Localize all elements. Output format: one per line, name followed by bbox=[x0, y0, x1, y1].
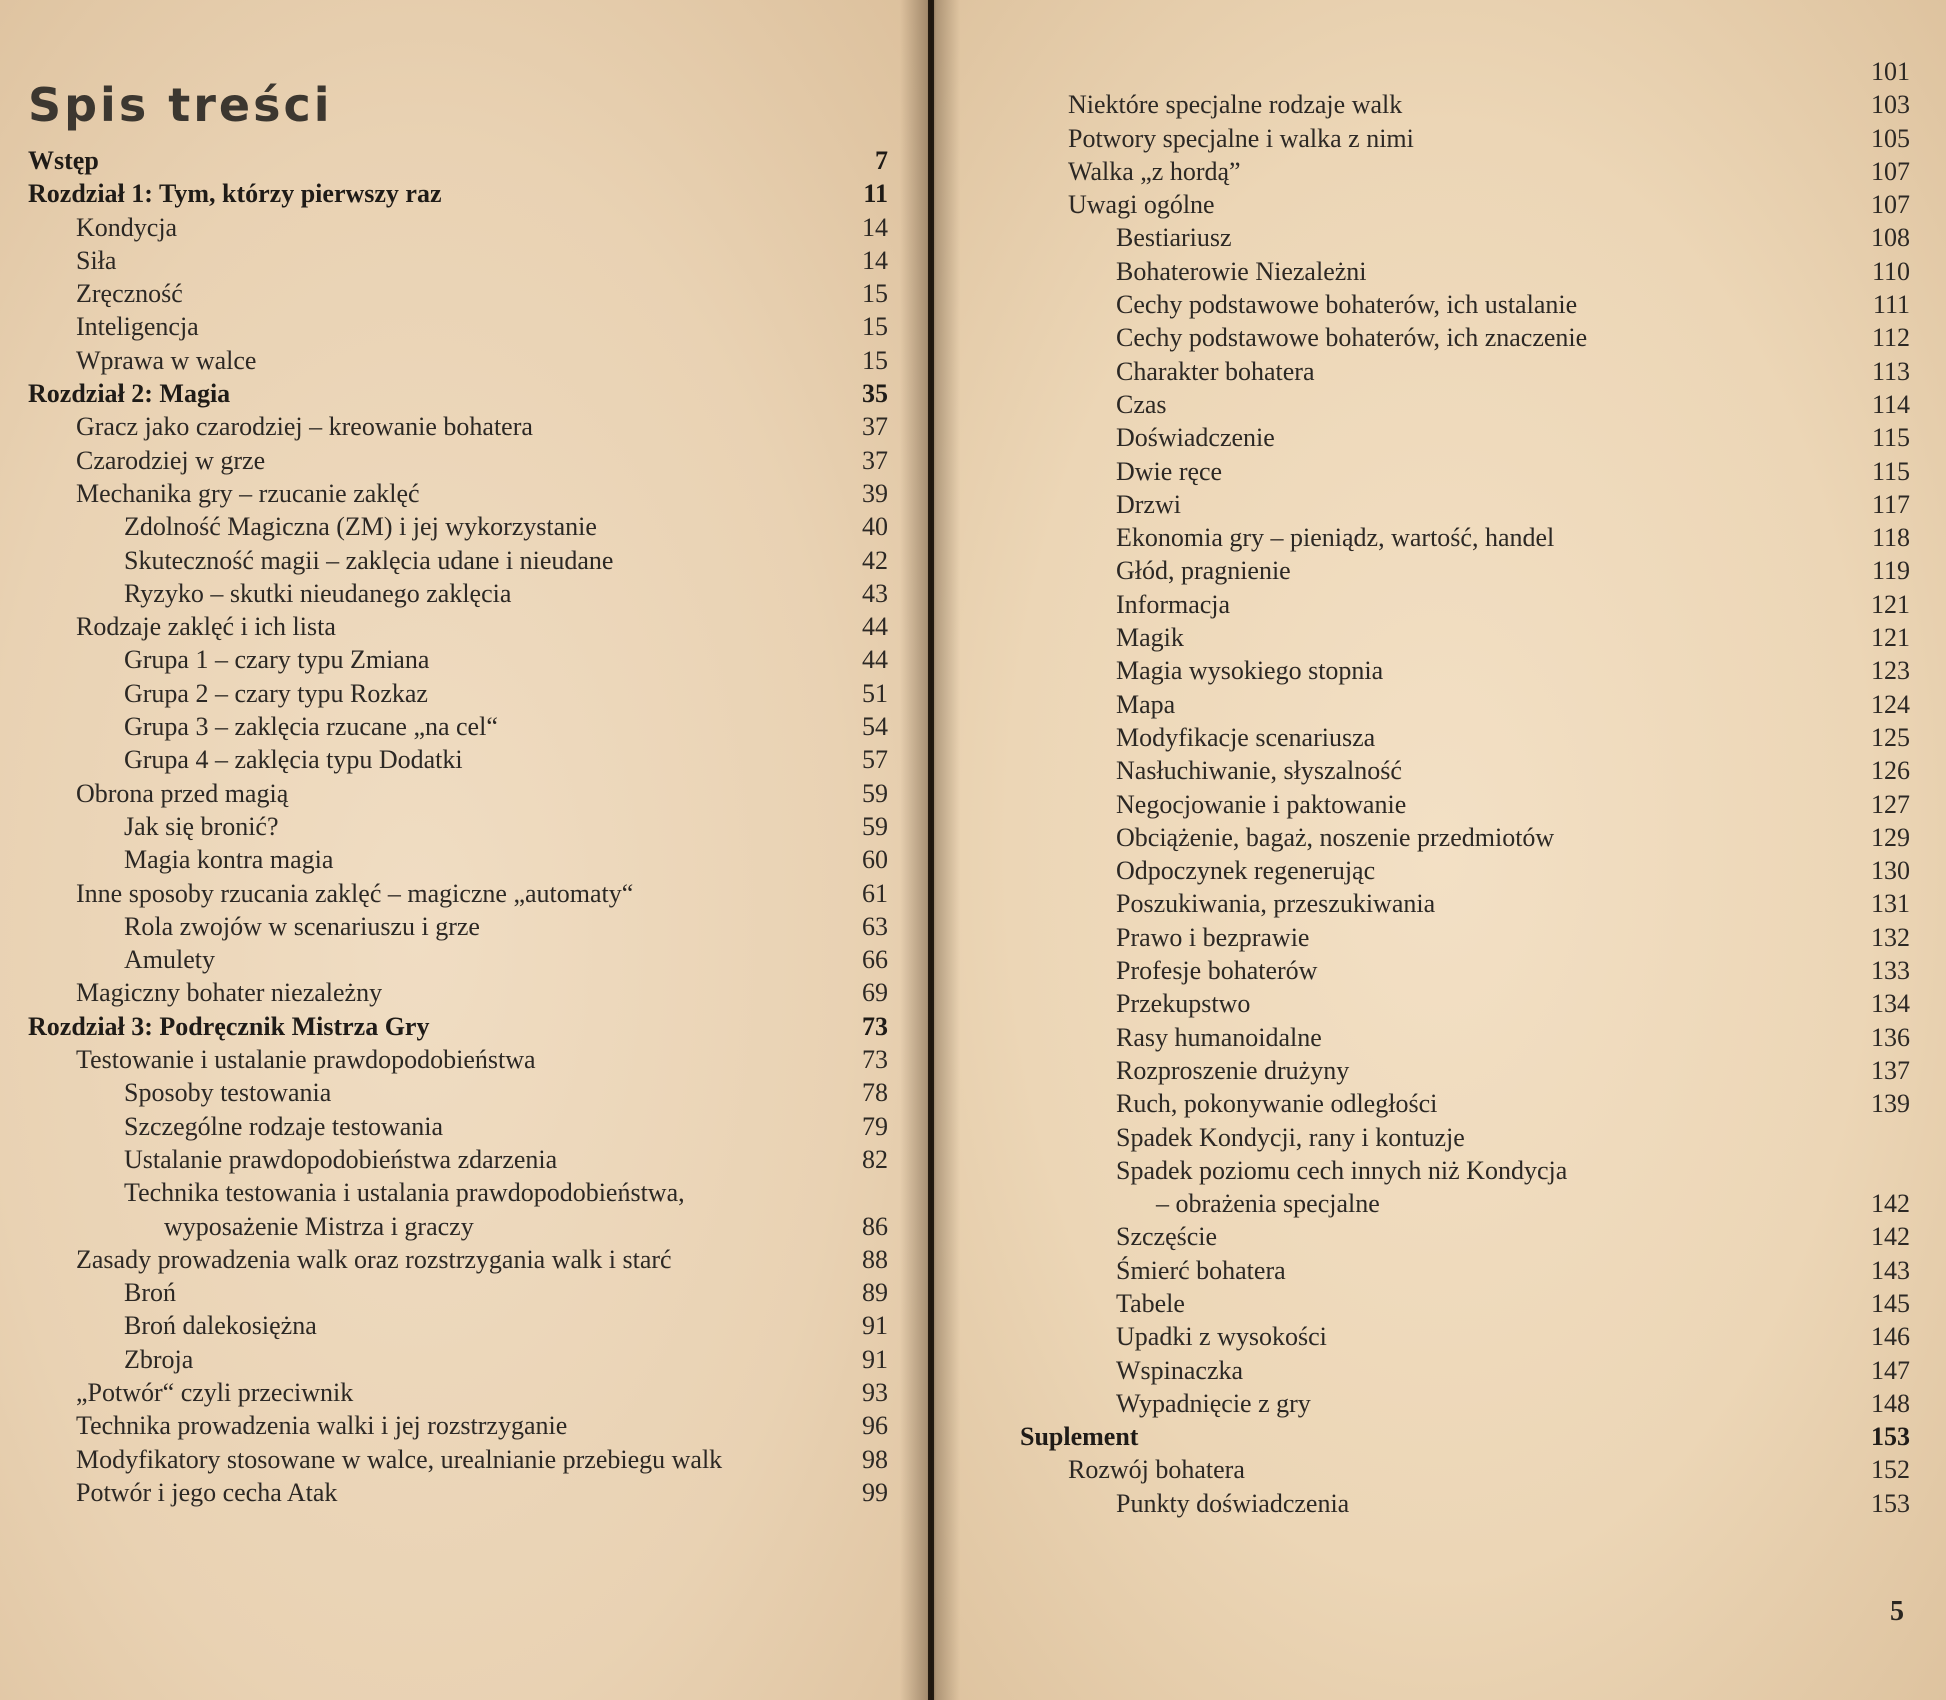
toc-entry bbox=[28, 444, 888, 477]
toc-entry-title: Grupa 4 – zaklęcia typu Dodatki bbox=[124, 745, 463, 775]
toc-entry bbox=[1020, 1453, 1910, 1486]
toc-entry bbox=[28, 1043, 888, 1076]
toc-entry-title: Amulety bbox=[124, 945, 215, 975]
toc-entry-title: Sposoby testowania bbox=[124, 1078, 332, 1108]
toc-entry bbox=[28, 976, 888, 1009]
toc-left bbox=[28, 144, 888, 1509]
toc-entry-title: Punkty doświadczenia bbox=[1116, 1488, 1350, 1518]
toc-entry-title: Wprawa w walce bbox=[76, 345, 257, 375]
toc-entry bbox=[28, 643, 888, 676]
toc-entry-title: Inne sposoby rzucania zaklęć – magiczne „automaty“ bbox=[76, 878, 634, 908]
toc-entry-title: Rola zwojów w scenariuszu i grze bbox=[124, 911, 480, 941]
toc-entry-page: 121 bbox=[1871, 589, 1910, 619]
toc-entry-page: 91 bbox=[862, 1344, 888, 1374]
toc-entry-page: 153 bbox=[1871, 1488, 1910, 1518]
toc-entry-page: 99 bbox=[862, 1477, 888, 1507]
toc-entry bbox=[1020, 854, 1910, 887]
toc-entry-page: 89 bbox=[862, 1278, 888, 1308]
toc-entry-title: Jak się bronić? bbox=[124, 811, 279, 841]
toc-entry-page: 15 bbox=[862, 345, 888, 375]
toc-entry-title: Grupa 1 – czary typu Zmiana bbox=[124, 645, 430, 675]
toc-entry-title: Magia wysokiego stopnia bbox=[1116, 656, 1384, 686]
toc-entry-page: 66 bbox=[862, 945, 888, 975]
toc-entry bbox=[1020, 754, 1910, 787]
toc-entry bbox=[1020, 1087, 1910, 1120]
toc-entry-page: 60 bbox=[862, 845, 888, 875]
toc-entry-page: 110 bbox=[1871, 256, 1910, 286]
toc-entry bbox=[28, 1010, 888, 1043]
toc-entry-title: Potwór i jego cecha Atak bbox=[76, 1477, 338, 1507]
toc-entry-title: Siła bbox=[76, 245, 117, 275]
toc-entry-title: Wspinaczka bbox=[1116, 1355, 1244, 1385]
toc-entry-title: Czas bbox=[1116, 389, 1167, 419]
toc-entry-title: Kondycja bbox=[76, 212, 178, 242]
toc-entry-title: Ryzyko – skutki nieudanego zaklęcia bbox=[124, 578, 512, 608]
toc-entry-title: Obrona przed magią bbox=[76, 778, 289, 808]
toc-entry-page: 42 bbox=[862, 545, 888, 575]
toc-entry-page: 91 bbox=[862, 1311, 888, 1341]
toc-entry-page: 51 bbox=[862, 678, 888, 708]
toc-entry-page: 107 bbox=[1871, 156, 1910, 186]
toc-entry-page: 130 bbox=[1871, 856, 1910, 886]
toc-entry-page: 63 bbox=[862, 911, 888, 941]
toc-entry-title: Rozwój bohatera bbox=[1068, 1455, 1245, 1485]
toc-entry-page: 54 bbox=[862, 712, 888, 742]
toc-entry bbox=[1020, 788, 1910, 821]
toc-entry-page: 125 bbox=[1871, 722, 1910, 752]
toc-entry bbox=[1020, 688, 1910, 721]
toc-entry-title: Walka „z hordą” bbox=[1068, 156, 1241, 186]
toc-entry-title: Spadek Kondycji, rany i kontuzje bbox=[1116, 1122, 1465, 1152]
toc-entry-page: 96 bbox=[862, 1411, 888, 1441]
toc-entry-title: Ruch, pokonywanie odległości bbox=[1116, 1089, 1438, 1119]
toc-entry-title: Zbroja bbox=[124, 1344, 194, 1374]
toc-entry bbox=[1020, 355, 1910, 388]
toc-entry-title: Prawo i bezprawie bbox=[1116, 922, 1310, 952]
toc-entry-page: 107 bbox=[1871, 190, 1910, 220]
toc-entry-title: Poszukiwania, przeszukiwania bbox=[1116, 889, 1436, 919]
right-page bbox=[934, 0, 1946, 1700]
toc-entry bbox=[28, 943, 888, 976]
toc-entry-page: 148 bbox=[1871, 1388, 1910, 1418]
toc-entry-page: 69 bbox=[862, 978, 888, 1008]
toc-entry bbox=[1020, 1154, 1910, 1187]
toc-entry-title: Magia kontra magia bbox=[124, 845, 334, 875]
toc-entry-title: Uwagi ogólne bbox=[1068, 190, 1215, 220]
toc-entry-title: Broń dalekosiężna bbox=[124, 1311, 317, 1341]
toc-entry-page: 127 bbox=[1871, 789, 1910, 819]
toc-entry bbox=[28, 310, 888, 343]
toc-entry bbox=[28, 510, 888, 543]
toc-entry bbox=[1020, 1387, 1910, 1420]
toc-entry-page: 139 bbox=[1871, 1089, 1910, 1119]
toc-entry-page: 82 bbox=[862, 1144, 888, 1174]
toc-entry-page: 39 bbox=[862, 478, 888, 508]
toc-entry-page: 7 bbox=[875, 146, 888, 175]
toc-entry-page: 126 bbox=[1871, 756, 1910, 786]
toc-entry-page: 105 bbox=[1871, 123, 1910, 153]
toc-entry-page: 37 bbox=[862, 412, 888, 442]
toc-entry-page: 118 bbox=[1871, 523, 1910, 553]
toc-entry bbox=[28, 1076, 888, 1109]
toc-entry-page: 98 bbox=[862, 1444, 888, 1474]
toc-entry-title: Dwie ręce bbox=[1116, 456, 1223, 486]
toc-entry bbox=[1020, 1054, 1910, 1087]
toc-entry bbox=[1020, 255, 1910, 288]
toc-entry-title: Wstęp bbox=[28, 146, 99, 175]
toc-entry bbox=[1020, 321, 1910, 354]
toc-entry-page: 59 bbox=[862, 778, 888, 808]
toc-entry-title: Technika testowania i ustalania prawdopodobieństwa, bbox=[124, 1178, 685, 1208]
toc-entry-title: Gracz jako czarodziej – kreowanie bohatera bbox=[76, 412, 533, 442]
toc-entry-page: 61 bbox=[862, 878, 888, 908]
toc-entry-page: 143 bbox=[1871, 1255, 1910, 1285]
toc-entry bbox=[28, 610, 888, 643]
toc-entry bbox=[28, 843, 888, 876]
toc-entry bbox=[1020, 1220, 1910, 1253]
toc-entry-page: 93 bbox=[862, 1377, 888, 1407]
toc-entry-page: 14 bbox=[862, 212, 888, 242]
toc-entry-title: Grupa 2 – czary typu Rozkaz bbox=[124, 678, 428, 708]
toc-entry bbox=[28, 277, 888, 310]
toc-entry-title: Suplement bbox=[1020, 1422, 1139, 1452]
toc-entry-page: 131 bbox=[1871, 889, 1910, 919]
toc-entry bbox=[28, 743, 888, 776]
toc-entry bbox=[1020, 388, 1910, 421]
toc-entry-page: 115 bbox=[1871, 456, 1910, 486]
toc-entry bbox=[1020, 488, 1910, 521]
toc-entry bbox=[1020, 654, 1910, 687]
toc-entry-title: Czarodziej w grze bbox=[76, 445, 266, 475]
page-heading: Spis treści bbox=[28, 78, 333, 132]
toc-entry bbox=[1020, 1021, 1910, 1054]
toc-entry-title: Szczególne rodzaje testowania bbox=[124, 1111, 444, 1141]
toc-entry bbox=[28, 1409, 888, 1442]
toc-entry-page: 35 bbox=[862, 379, 888, 409]
toc-entry bbox=[28, 677, 888, 710]
toc-entry-title: Szczęście bbox=[1116, 1222, 1218, 1252]
toc-entry-title: Wypadnięcie z gry bbox=[1116, 1388, 1311, 1418]
toc-entry-page: 132 bbox=[1871, 922, 1910, 952]
toc-entry-page: 37 bbox=[862, 445, 888, 475]
toc-entry-title: Rasy humanoidalne bbox=[1116, 1022, 1322, 1052]
toc-entry bbox=[28, 177, 888, 210]
toc-entry bbox=[1020, 588, 1910, 621]
toc-entry-title: Rozdział 1: Tym, którzy pierwszy raz bbox=[28, 179, 442, 209]
toc-entry-page: 142 bbox=[1871, 1189, 1910, 1219]
toc-entry bbox=[28, 1110, 888, 1143]
toc-entry-page: 153 bbox=[1871, 1422, 1910, 1452]
toc-entry bbox=[28, 144, 888, 177]
toc-entry-page: 59 bbox=[862, 811, 888, 841]
toc-entry-page: 114 bbox=[1871, 389, 1910, 419]
toc-entry bbox=[28, 1376, 888, 1409]
toc-entry-page: 73 bbox=[862, 1045, 888, 1075]
toc-entry bbox=[1020, 1187, 1910, 1220]
toc-entry bbox=[1020, 554, 1910, 587]
toc-entry-page: 136 bbox=[1871, 1022, 1910, 1052]
toc-entry-page: 40 bbox=[862, 512, 888, 542]
toc-entry-title: Rozdział 2: Magia bbox=[28, 379, 231, 409]
toc-entry-title: Obciążenie, bagaż, noszenie przedmiotów bbox=[1116, 822, 1555, 852]
toc-entry bbox=[28, 344, 888, 377]
toc-entry-page: 115 bbox=[1871, 423, 1910, 453]
toc-entry bbox=[28, 1309, 888, 1342]
toc-entry bbox=[1020, 55, 1910, 88]
toc-entry-title: „Potwór“ czyli przeciwnik bbox=[76, 1377, 354, 1407]
toc-entry-page: 103 bbox=[1871, 90, 1910, 120]
toc-entry bbox=[1020, 1287, 1910, 1320]
toc-entry-title: Charakter bohatera bbox=[1116, 356, 1315, 386]
toc-entry-title: Modyfikatory stosowane w walce, urealnianie przebiegu walk bbox=[76, 1444, 723, 1474]
toc-entry-page: 129 bbox=[1871, 822, 1910, 852]
toc-entry bbox=[28, 1443, 888, 1476]
toc-entry-title: Drzwi bbox=[1116, 489, 1181, 519]
toc-entry-title: Ustalanie prawdopodobieństwa zdarzenia bbox=[124, 1144, 558, 1174]
toc-entry bbox=[28, 244, 888, 277]
toc-entry-title: Odpoczynek regenerując bbox=[1116, 856, 1376, 886]
toc-entry-page: 101 bbox=[1871, 57, 1910, 86]
toc-entry bbox=[28, 477, 888, 510]
toc-entry-title: Grupa 3 – zaklęcia rzucane „na cel“ bbox=[124, 712, 498, 742]
toc-entry bbox=[28, 1176, 888, 1209]
toc-entry bbox=[28, 211, 888, 244]
toc-entry bbox=[1020, 621, 1910, 654]
toc-entry bbox=[1020, 122, 1910, 155]
toc-entry-page: 73 bbox=[862, 1011, 888, 1041]
toc-entry bbox=[1020, 1487, 1910, 1520]
toc-entry bbox=[28, 1143, 888, 1176]
toc-entry bbox=[1020, 987, 1910, 1020]
toc-entry-page: 147 bbox=[1871, 1355, 1910, 1385]
toc-entry bbox=[28, 777, 888, 810]
toc-entry bbox=[1020, 1254, 1910, 1287]
toc-entry-page: 79 bbox=[862, 1111, 888, 1141]
toc-entry-page: 88 bbox=[862, 1244, 888, 1274]
toc-entry bbox=[28, 577, 888, 610]
toc-entry bbox=[1020, 455, 1910, 488]
toc-entry-title: Spadek poziomu cech innych niż Kondycja bbox=[1116, 1155, 1568, 1185]
toc-entry bbox=[28, 1476, 888, 1509]
toc-entry bbox=[28, 710, 888, 743]
toc-entry-title: Mapa bbox=[1116, 689, 1176, 719]
page-number: 5 bbox=[1890, 1596, 1904, 1627]
toc-entry-page: 15 bbox=[862, 312, 888, 342]
toc-entry-page: 121 bbox=[1871, 623, 1910, 653]
toc-entry-page: 44 bbox=[862, 645, 888, 675]
toc-entry bbox=[28, 877, 888, 910]
toc-entry-title: Rodzaje zaklęć i ich lista bbox=[76, 612, 336, 642]
toc-entry-title: Tabele bbox=[1116, 1288, 1185, 1318]
toc-entry-page: 142 bbox=[1871, 1222, 1910, 1252]
toc-entry-title: Rozdział 3: Podręcznik Mistrza Gry bbox=[28, 1011, 430, 1041]
toc-entry-title: Niektóre specjalne rodzaje walk bbox=[1068, 90, 1403, 120]
toc-entry bbox=[1020, 821, 1910, 854]
toc-entry bbox=[1020, 221, 1910, 254]
toc-entry-page: 43 bbox=[862, 578, 888, 608]
toc-entry-title: wyposażenie Mistrza i graczy bbox=[164, 1211, 474, 1241]
toc-entry bbox=[1020, 1320, 1910, 1353]
toc-entry-title: Śmierć bohatera bbox=[1116, 1255, 1286, 1285]
toc-entry-title: Upadki z wysokości bbox=[1116, 1322, 1327, 1352]
toc-entry-page: 11 bbox=[863, 179, 888, 209]
toc-entry bbox=[1020, 88, 1910, 121]
toc-entry-title: Bestiariusz bbox=[1116, 223, 1232, 253]
toc-entry bbox=[28, 1276, 888, 1309]
toc-entry bbox=[28, 1210, 888, 1243]
toc-entry-title: Inteligencja bbox=[76, 312, 199, 342]
toc-entry-title: Mechanika gry – rzucanie zaklęć bbox=[76, 478, 420, 508]
toc-entry-page: 15 bbox=[862, 279, 888, 309]
toc-entry-page: 123 bbox=[1871, 656, 1910, 686]
toc-entry-page: 86 bbox=[862, 1211, 888, 1241]
toc-entry bbox=[1020, 288, 1910, 321]
toc-entry-title: Negocjowanie i paktowanie bbox=[1116, 789, 1407, 819]
toc-entry-title: Skuteczność magii – zaklęcia udane i nieudane bbox=[124, 545, 614, 575]
toc-entry bbox=[1020, 1420, 1910, 1453]
toc-entry-page: 111 bbox=[1872, 290, 1910, 320]
toc-entry-title: Informacja bbox=[1116, 589, 1231, 619]
toc-entry bbox=[1020, 155, 1910, 188]
toc-entry-title: Bohaterowie Niezależni bbox=[1116, 256, 1367, 286]
toc-entry-page: 108 bbox=[1871, 223, 1910, 253]
toc-entry-title: Magiczny bohater niezależny bbox=[76, 978, 383, 1008]
toc-entry-title: Cechy podstawowe bohaterów, ich ustalanie bbox=[1116, 290, 1578, 320]
toc-entry-page: 119 bbox=[1871, 556, 1910, 586]
toc-entry-page: 152 bbox=[1871, 1455, 1910, 1485]
toc-entry-page: 112 bbox=[1871, 323, 1910, 353]
toc-entry bbox=[1020, 921, 1910, 954]
toc-entry-title: Modyfikacje scenariusza bbox=[1116, 722, 1376, 752]
toc-entry-title: Nasłuchiwanie, słyszalność bbox=[1116, 756, 1402, 786]
toc-entry bbox=[28, 1243, 888, 1276]
toc-entry-title: – obrażenia specjalne bbox=[1156, 1189, 1380, 1219]
book-gutter bbox=[900, 0, 960, 1700]
toc-entry-title: Doświadczenie bbox=[1116, 423, 1275, 453]
toc-entry-page: 134 bbox=[1871, 989, 1910, 1019]
toc-entry bbox=[28, 1343, 888, 1376]
toc-entry-page: 145 bbox=[1871, 1288, 1910, 1318]
toc-entry-title: Ekonomia gry – pieniądz, wartość, handel bbox=[1116, 523, 1555, 553]
toc-entry-page: 137 bbox=[1871, 1055, 1910, 1085]
toc-entry-page: 117 bbox=[1871, 489, 1910, 519]
toc-entry-title: Broń bbox=[124, 1278, 176, 1308]
toc-entry bbox=[1020, 421, 1910, 454]
toc-entry-page: 124 bbox=[1871, 689, 1910, 719]
toc-entry bbox=[28, 410, 888, 443]
toc-entry-title: Zasady prowadzenia walk oraz rozstrzygania walk i starć bbox=[76, 1244, 672, 1274]
toc-entry-title: Zdolność Magiczna (ZM) i jej wykorzystanie bbox=[124, 512, 597, 542]
toc-entry-page: 14 bbox=[862, 245, 888, 275]
toc-entry-title: Głód, pragnienie bbox=[1116, 556, 1291, 586]
toc-entry-title: Testowanie i ustalanie prawdopodobieństwa bbox=[76, 1045, 536, 1075]
toc-entry-title: Profesje bohaterów bbox=[1116, 956, 1318, 986]
toc-entry-title: Potwory specjalne i walka z nimi bbox=[1068, 123, 1414, 153]
toc-entry bbox=[1020, 188, 1910, 221]
toc-entry bbox=[28, 544, 888, 577]
toc-entry-title: Przekupstwo bbox=[1116, 989, 1251, 1019]
toc-entry-title: Rozproszenie drużyny bbox=[1116, 1055, 1350, 1085]
toc-entry-title: Cechy podstawowe bohaterów, ich znaczenie bbox=[1116, 323, 1588, 353]
toc-entry bbox=[1020, 1354, 1910, 1387]
toc-entry bbox=[1020, 521, 1910, 554]
toc-entry-title: Zręczność bbox=[76, 279, 183, 309]
toc-entry bbox=[1020, 954, 1910, 987]
toc-entry bbox=[1020, 887, 1910, 920]
toc-entry-title: Technika prowadzenia walki i jej rozstrzyganie bbox=[76, 1411, 568, 1441]
toc-entry-page: 133 bbox=[1871, 956, 1910, 986]
toc-entry bbox=[28, 377, 888, 410]
toc-entry-page: 44 bbox=[862, 612, 888, 642]
toc-right bbox=[1020, 55, 1910, 1520]
left-page bbox=[0, 0, 928, 1700]
toc-entry-page: 78 bbox=[862, 1078, 888, 1108]
toc-entry-page: 113 bbox=[1871, 356, 1910, 386]
toc-entry bbox=[1020, 721, 1910, 754]
toc-entry-page: 57 bbox=[862, 745, 888, 775]
toc-entry bbox=[28, 810, 888, 843]
toc-entry bbox=[1020, 1121, 1910, 1154]
toc-entry-page: 146 bbox=[1871, 1322, 1910, 1352]
toc-entry bbox=[28, 910, 888, 943]
toc-entry-title: Magik bbox=[1116, 623, 1184, 653]
